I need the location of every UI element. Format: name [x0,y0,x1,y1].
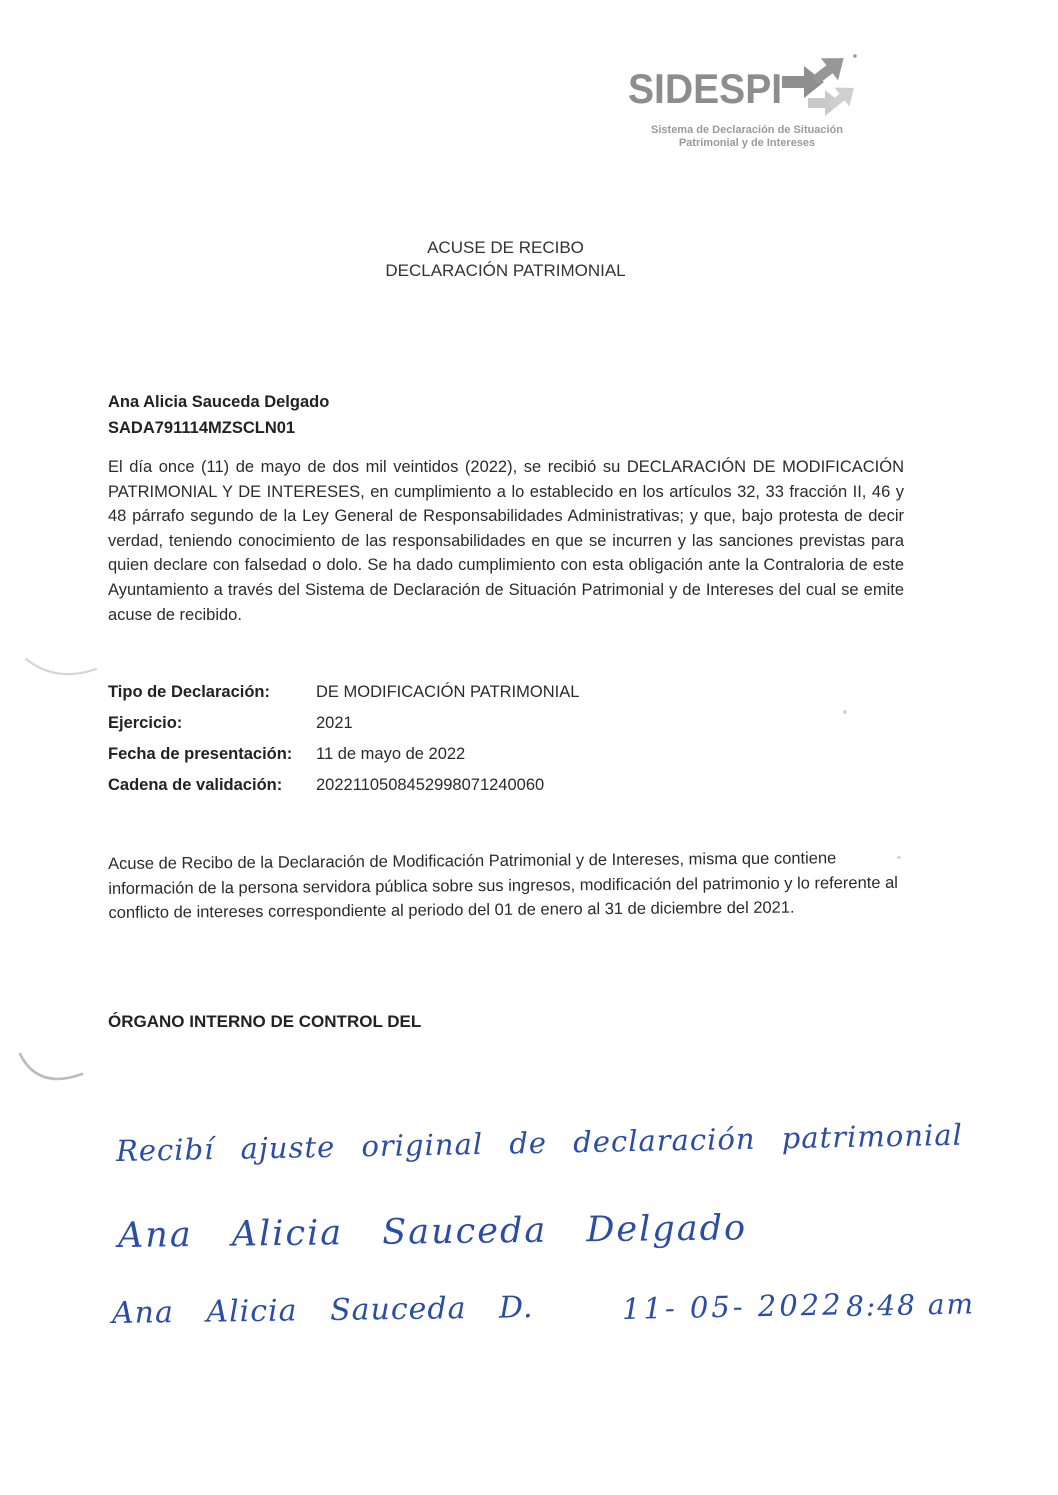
body-paragraph: El día once (11) de mayo de dos mil veintidos (2022), se recibió su DECLARACIÓN DE MODIFICACIÓN PATRIMONIAL Y DE INTERESES, en cumplimiento a lo establecido en los artículos 32, 33 fracción II, 46 y 48 párrafo segundo de la Ley General de Responsabilidades Administrativas; y que, bajo protesta de decir verdad, teniendo conocimiento de las responsabilidades en que se incurren y las sanciones previstas para quien declare con falsedad o dolo. Se ha dado cumplimiento con esta obligación ante la Contraloria de este Ayuntamiento a través del Sistema de Declaración de Situación Patrimonial y de Intereses del cual se emite acuse de recibido. [108,458,904,624]
handwritten-time: 8:48 am [845,1287,976,1323]
sidespi-tagline-line2: Patrimonial y de Intereses [678,137,816,149]
field-label-ejercicio: Ejercicio: [108,714,183,732]
document-title [108,236,903,282]
field-value-tipo: DE MODIFICACIÓN PATRIMONIAL [316,683,580,701]
scan-smudge-upper [18,645,138,690]
field-value-fecha: 11 de mayo de 2022 [316,745,466,763]
declarant-id: SADA791114MZSCLN01 [108,419,296,437]
organo-interno-heading: ÓRGANO INTERNO DE CONTROL DEL [108,1012,422,1031]
summary-paragraph: Acuse de Recibo de la Declaración de Modificación Patrimonial y de Intereses, misma que contiene información de la persona servidora pública sobre sus ingresos, modificación del patrimonio y lo referente al conflicto de intereses correspondiente al periodo del 01 de enero al 31 de diciembre del 2021. [108,849,899,922]
field-label-tipo: Tipo de Declaración: [108,683,270,701]
handwritten-date: 11- 05- 2022 [621,1287,844,1326]
scan-speck-2 [897,856,901,859]
declarant-name: Ana Alicia Sauceda Delgado [108,393,330,411]
field-row-fecha [108,744,748,765]
sidespi-arrows-icon [780,40,860,122]
sidespi-logo [628,56,878,150]
handwritten-receipt-note: Recibí ajuste original de declaración patrimonial [115,1117,964,1168]
field-label-fecha: Fecha de presentación: [108,745,293,763]
handwritten-signature: Ana Alicia Sauceda D. [111,1290,534,1331]
handwritten-name: Ana Alicia Sauceda Delgado [117,1208,748,1256]
sidespi-logo-text: SIDESPI [628,65,783,112]
declarant-block [108,389,329,441]
field-value-ejercicio: 2021 [316,714,353,732]
field-label-cadena: Cadena de validación: [108,776,283,794]
sidespi-tagline-line1: Sistema de Declaración de Situación [651,124,843,136]
scan-smudge-lower [10,1042,140,1102]
field-row-cadena [108,775,748,796]
field-row-tipo [108,682,748,703]
scan-speck-1 [843,710,847,714]
document-title-line1: ACUSE DE RECIBO [427,238,584,257]
document-title-line2: DECLARACIÓN PATRIMONIAL [385,261,626,280]
declaration-fields [108,682,748,806]
field-value-cadena: 2022110508452998071240060 [316,776,545,794]
field-row-ejercicio [108,713,748,734]
sidespi-tagline [628,124,866,150]
